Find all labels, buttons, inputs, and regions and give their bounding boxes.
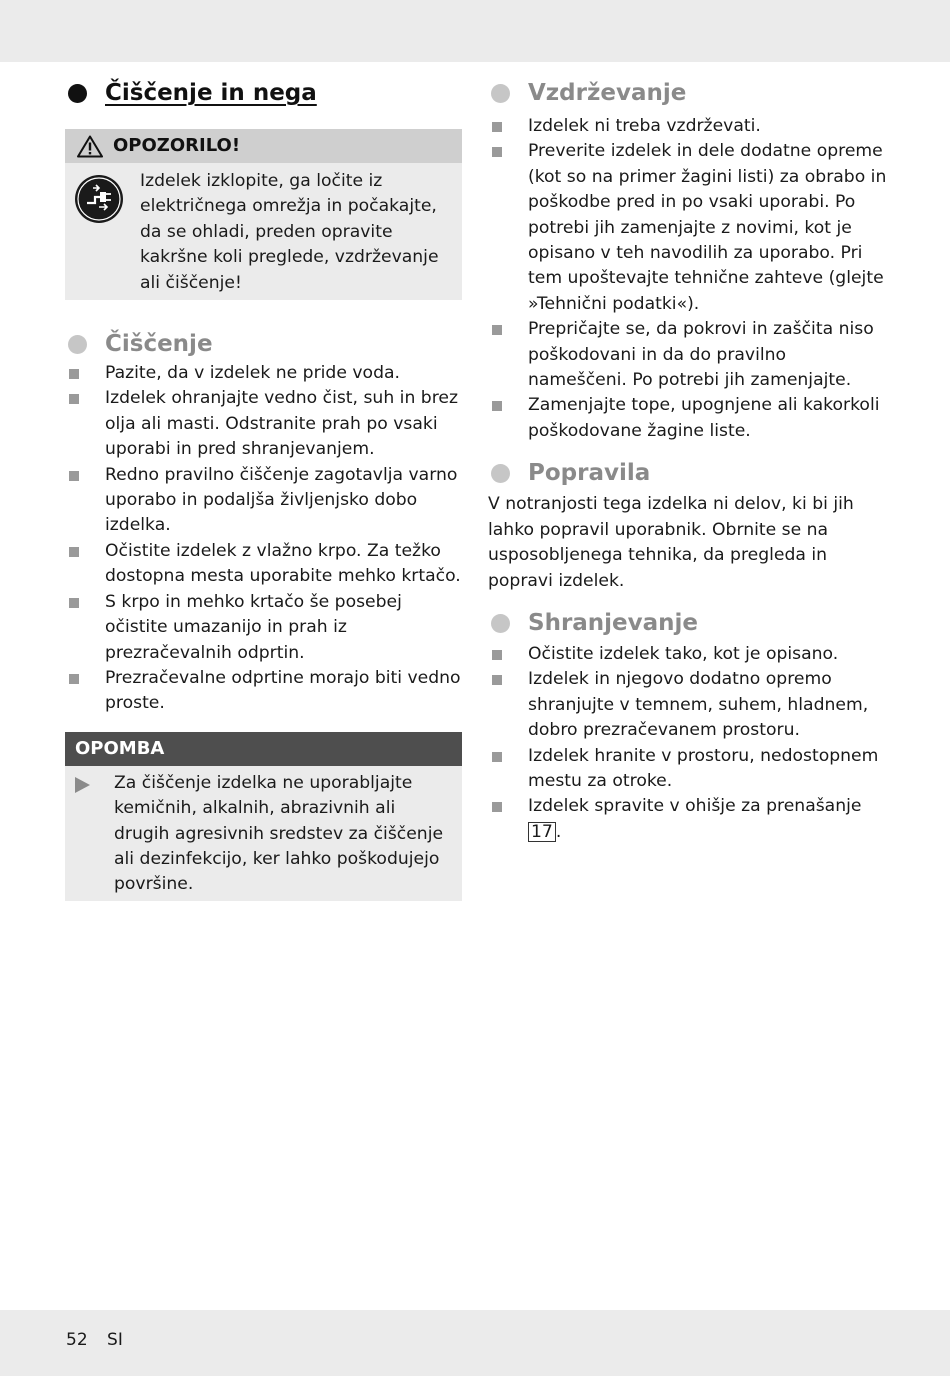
square-bullet-icon <box>492 147 502 157</box>
list-item: Izdelek ohranjajte vedno čist, suh in brez olja ali masti. Odstranite prah po vsaki uporabi in pred shranjevanjem. <box>65 386 462 462</box>
list-item: Očistite izdelek z vlažno krpo. Za težko dostopna mesta uporabite mehko krtačo. <box>65 539 462 590</box>
repairs-text: V notranjosti tega izdelka ni delov, ki bi jih lahko popravil uporabnik. Obrnite se na usposobljenega tehnika, da pregleda in popravi izdelek. <box>488 494 854 591</box>
note-body <box>65 766 462 901</box>
note-text: Za čiščenje izdelka ne uporabljajte kemičnih, alkalnih, abrazivnih ali drugih agresivnih sredstev za čiščenje ali dezinfekcijo, ker lahko poškodujejo površine. <box>114 772 444 895</box>
square-bullet-icon <box>69 674 79 684</box>
list-item: S krpo in mehko krtačo še posebej očistite umazanijo in prah iz prezračevalnih odprtin. <box>65 590 462 666</box>
square-bullet-icon <box>69 394 79 404</box>
list-item: Prepričajte se, da pokrovi in zaščita niso poškodovani in da do pravilno nameščeni. Po potrebi jih zamenjajte. <box>488 317 888 393</box>
page-footer <box>66 1328 137 1353</box>
list-item: Izdelek ni treba vzdrževati. <box>488 114 888 139</box>
note-header: OPOMBA <box>65 732 462 766</box>
warning-triangle-icon <box>77 135 103 158</box>
grey-bullet-icon <box>491 614 510 633</box>
grey-bullet-icon <box>491 84 510 103</box>
cleaning-heading: Čiščenje <box>65 329 462 359</box>
list-item: Preverite izdelek in dele dodatne opreme (kot so na primer žagini listi) za obrabo in poškodbe pred in po vsaki uporabi. Po potrebi jih zamenjajte z novimi, kot je opisano v teh navodilih za uporabo. Pri tem upoštevajte tehnične zahteve (glejte »Tehnični podatki«). <box>488 139 888 317</box>
warning-box <box>65 129 462 300</box>
right-column <box>488 78 888 845</box>
square-bullet-icon <box>492 802 502 812</box>
square-bullet-icon <box>69 547 79 557</box>
square-bullet-icon <box>492 752 502 762</box>
grey-bullet-icon <box>491 464 510 483</box>
left-column <box>65 78 462 901</box>
black-bullet-icon <box>68 84 87 103</box>
top-band <box>0 0 950 62</box>
list-item: Očistite izdelek tako, kot je opisano. <box>488 642 888 667</box>
list-item: Redno pravilno čiščenje zagotavlja varno uporabo in podaljša življenjsko dobo izdelka. <box>65 463 462 539</box>
square-bullet-icon <box>492 675 502 685</box>
list-item: Prezračevalne odprtine morajo biti vedno proste. <box>65 666 462 717</box>
cleaning-list <box>65 361 462 717</box>
language-code: SI <box>107 1330 123 1350</box>
square-bullet-icon <box>492 122 502 132</box>
bottom-band <box>0 1310 950 1376</box>
square-bullet-icon <box>69 598 79 608</box>
list-item: Pazite, da v izdelek ne pride voda. <box>65 361 462 386</box>
warning-header <box>65 129 462 163</box>
square-bullet-icon <box>69 369 79 379</box>
warning-title: OPOZORILO! <box>113 135 241 156</box>
part-reference-number: 17 <box>528 822 556 842</box>
storage-heading: Shranjevanje <box>488 608 888 638</box>
square-bullet-icon <box>492 650 502 660</box>
square-bullet-icon <box>492 325 502 335</box>
main-heading: Čiščenje in nega <box>65 78 462 108</box>
square-bullet-icon <box>69 471 79 481</box>
list-item: Izdelek in njegovo dodatno opremo shranjujte v temnem, suhem, hladnem, dobro prezračevanem prostoru. <box>488 667 888 743</box>
list-item: Zamenjajte tope, upognjene ali kakorkoli poškodovane žagine liste. <box>488 393 888 444</box>
warning-text: Izdelek izklopite, ga ločite iz električnega omrežja in počakajte, da se ohladi, preden opravite kakršne koli preglede, vzdrževanje ali čiščenje! <box>140 171 439 293</box>
maintenance-heading: Vzdrževanje <box>488 78 888 108</box>
unplug-icon <box>73 173 125 225</box>
repairs-heading: Popravila <box>488 458 888 488</box>
square-bullet-icon <box>492 401 502 411</box>
note-box <box>65 732 462 901</box>
grey-bullet-icon <box>68 335 87 354</box>
list-item: Izdelek spravite v ohišje za prenašanje 17 . <box>488 794 888 845</box>
triangle-arrow-icon <box>75 777 90 793</box>
storage-list <box>488 642 888 845</box>
warning-body <box>65 163 462 300</box>
list-item: Izdelek hranite v prostoru, nedostopnem mestu za otroke. <box>488 744 888 795</box>
page-number: 52 <box>66 1330 88 1350</box>
maintenance-list <box>488 114 888 444</box>
